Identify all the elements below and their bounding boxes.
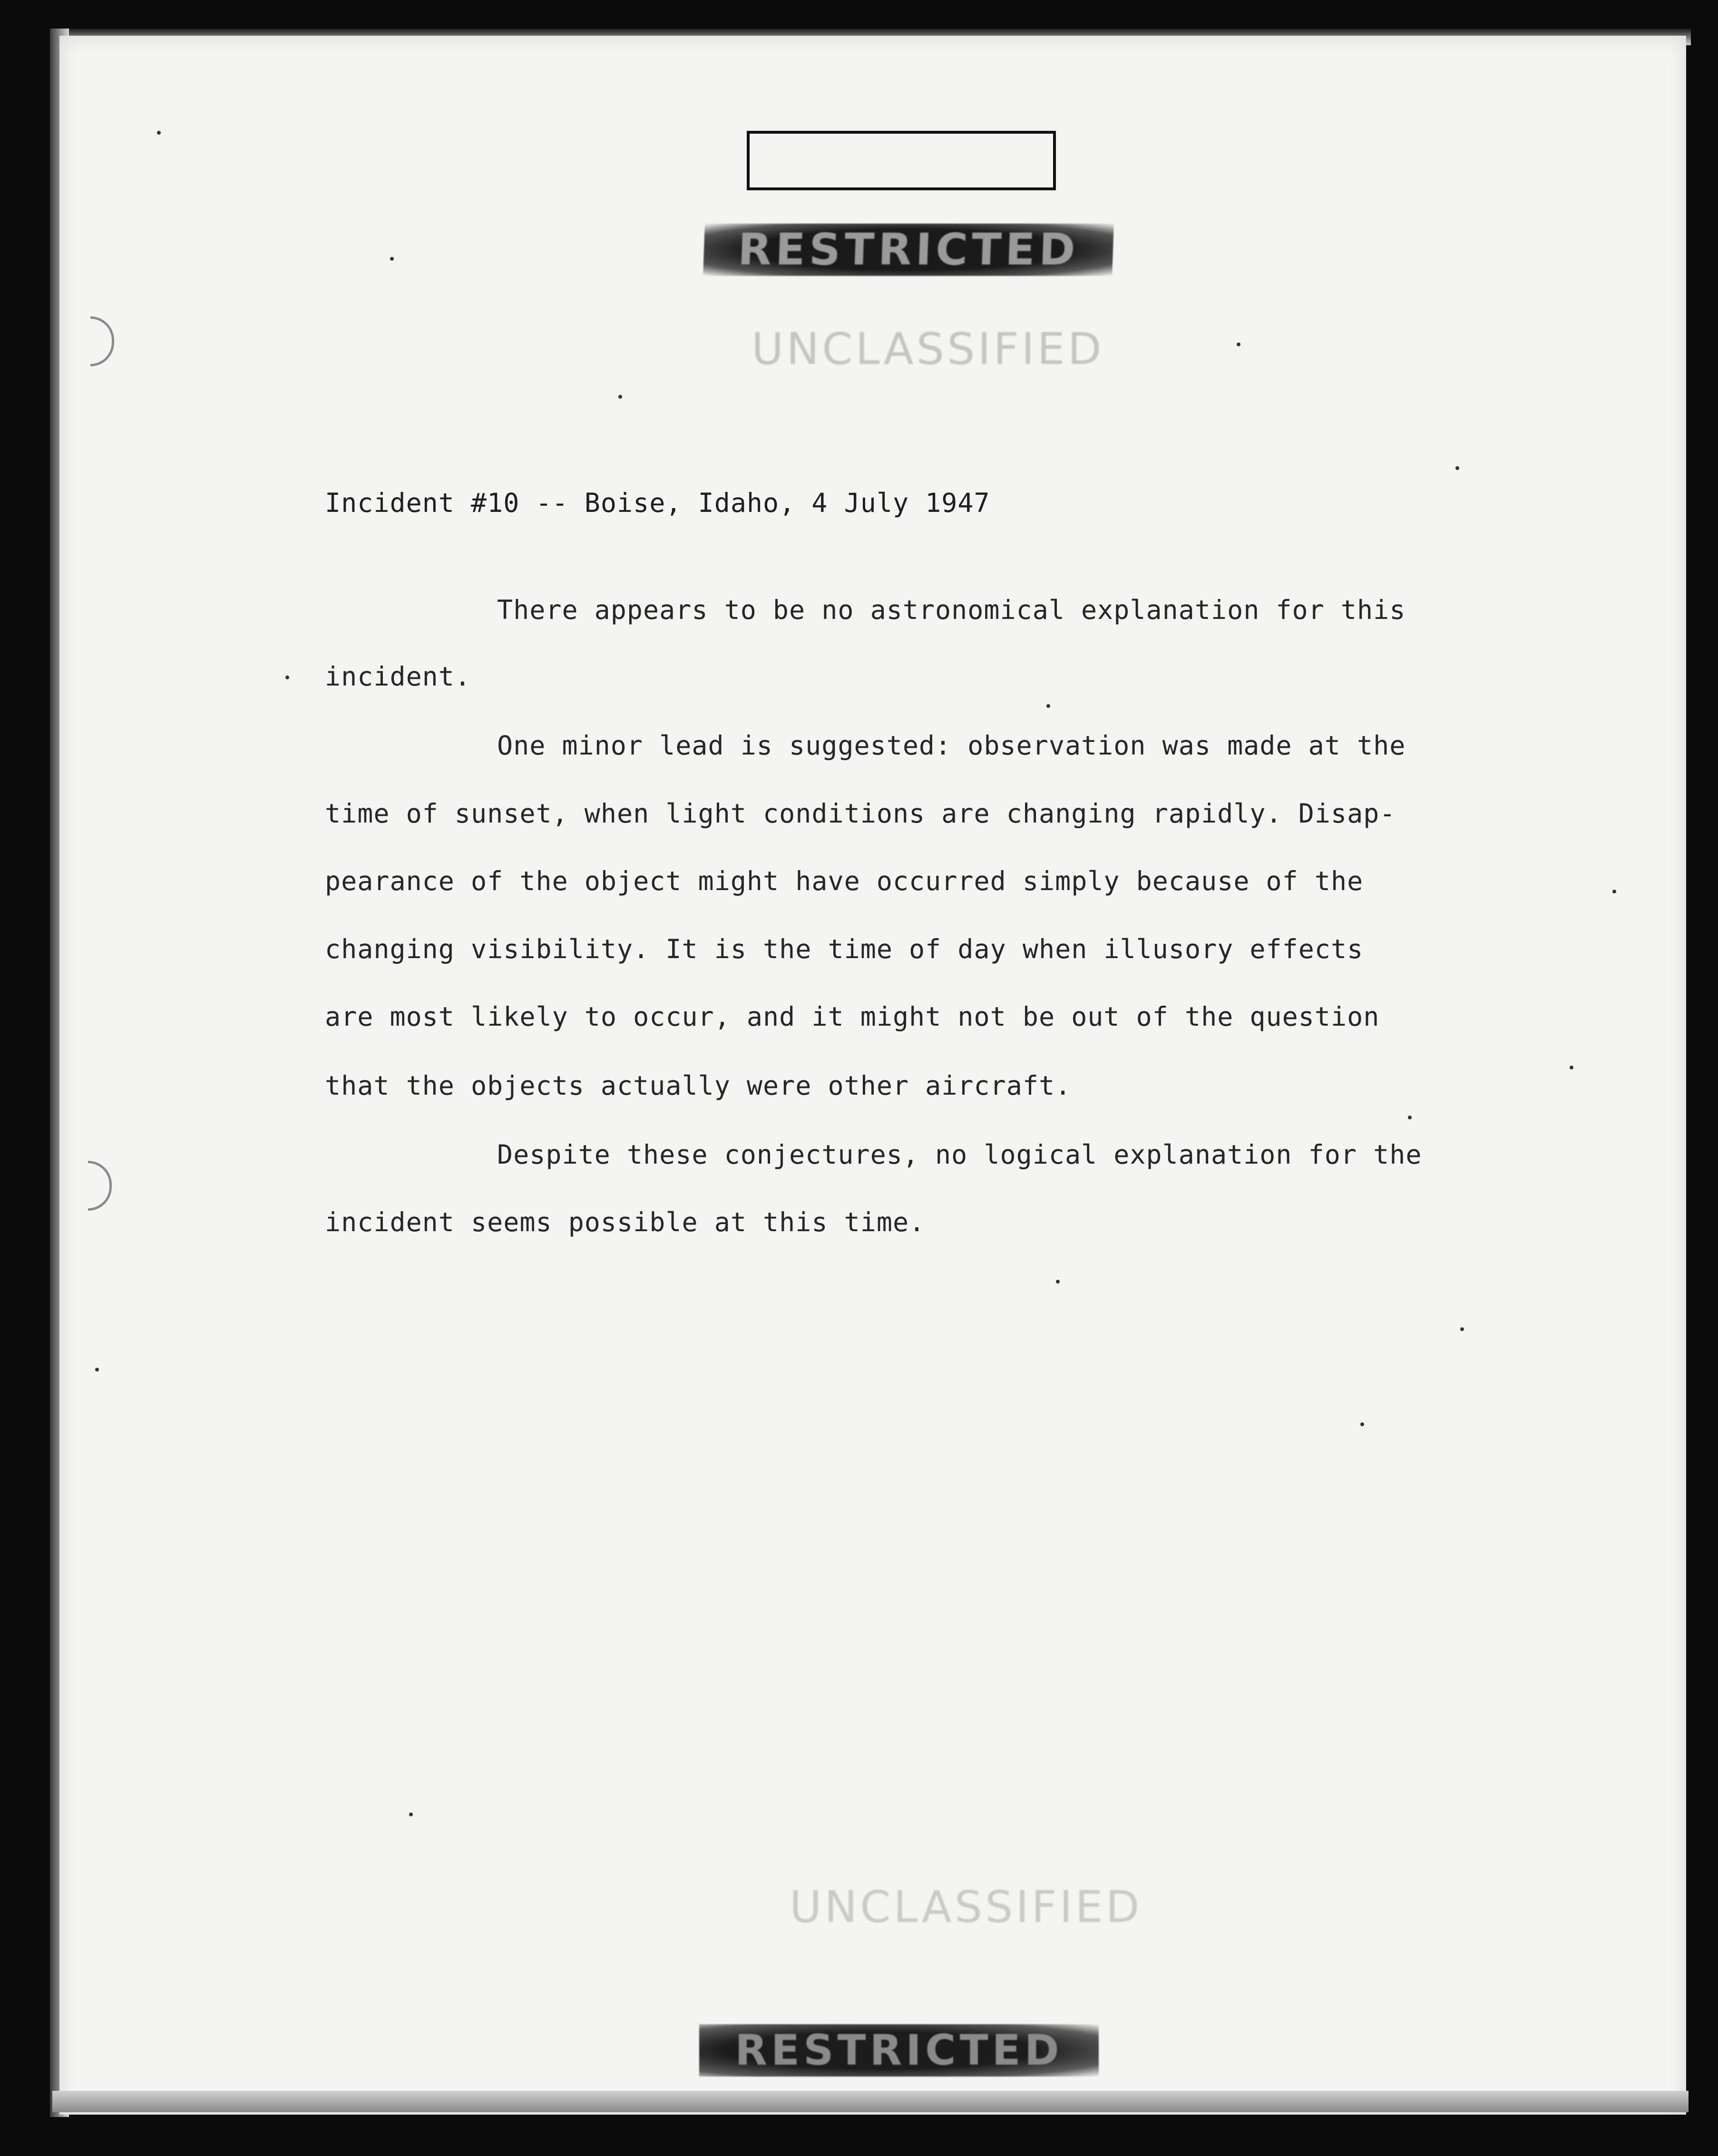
scan-speck	[285, 676, 289, 679]
body-line: pearance of the object might have occurred simply because of the	[325, 866, 1364, 896]
scan-edge-bottom	[52, 2091, 1689, 2112]
scan-speck	[1056, 1280, 1060, 1284]
body-line: time of sunset, when light conditions are changing rapidly. Disap-	[325, 798, 1396, 829]
restricted-stamp-bottom: RESTRICTED	[699, 2024, 1099, 2077]
scan-speck	[1360, 1422, 1364, 1426]
incident-heading: Incident #10 -- Boise, Idaho, 4 July 1947	[325, 488, 990, 518]
restricted-stamp-top: RESTRICTED	[703, 224, 1114, 276]
body-line: incident seems possible at this time.	[325, 1207, 926, 1237]
scan-speck	[1046, 704, 1050, 708]
body-line: One minor lead is suggested: observation was made at the	[497, 730, 1406, 761]
scan-speck	[618, 395, 622, 399]
scan-speck	[95, 1368, 99, 1372]
body-line: are most likely to occur, and it might not be out of the question	[325, 1001, 1380, 1032]
scan-speck	[409, 1813, 413, 1816]
body-line: that the objects actually were other aircraft.	[325, 1070, 1072, 1101]
scan-speck	[1455, 466, 1459, 470]
scan-speck	[1408, 1116, 1412, 1119]
scan-speck	[157, 131, 161, 135]
body-line: There appears to be no astronomical explanation for this	[497, 595, 1406, 625]
body-line: incident.	[325, 661, 471, 692]
scan-speck	[1570, 1066, 1573, 1069]
scan-speck	[1237, 343, 1240, 346]
body-line: changing visibility. It is the time of day when illusory effects	[325, 934, 1364, 964]
blank-stamp-box	[747, 131, 1056, 190]
scan-speck	[1460, 1327, 1464, 1331]
scan-speck	[1612, 890, 1616, 893]
body-line: Despite these conjectures, no logical explanation for the	[497, 1139, 1422, 1170]
scan-speck	[390, 257, 394, 261]
unclassified-stamp-top: UNCLASSIFIED	[752, 323, 1104, 374]
unclassified-stamp-bottom: UNCLASSIFIED	[790, 1882, 1142, 1932]
